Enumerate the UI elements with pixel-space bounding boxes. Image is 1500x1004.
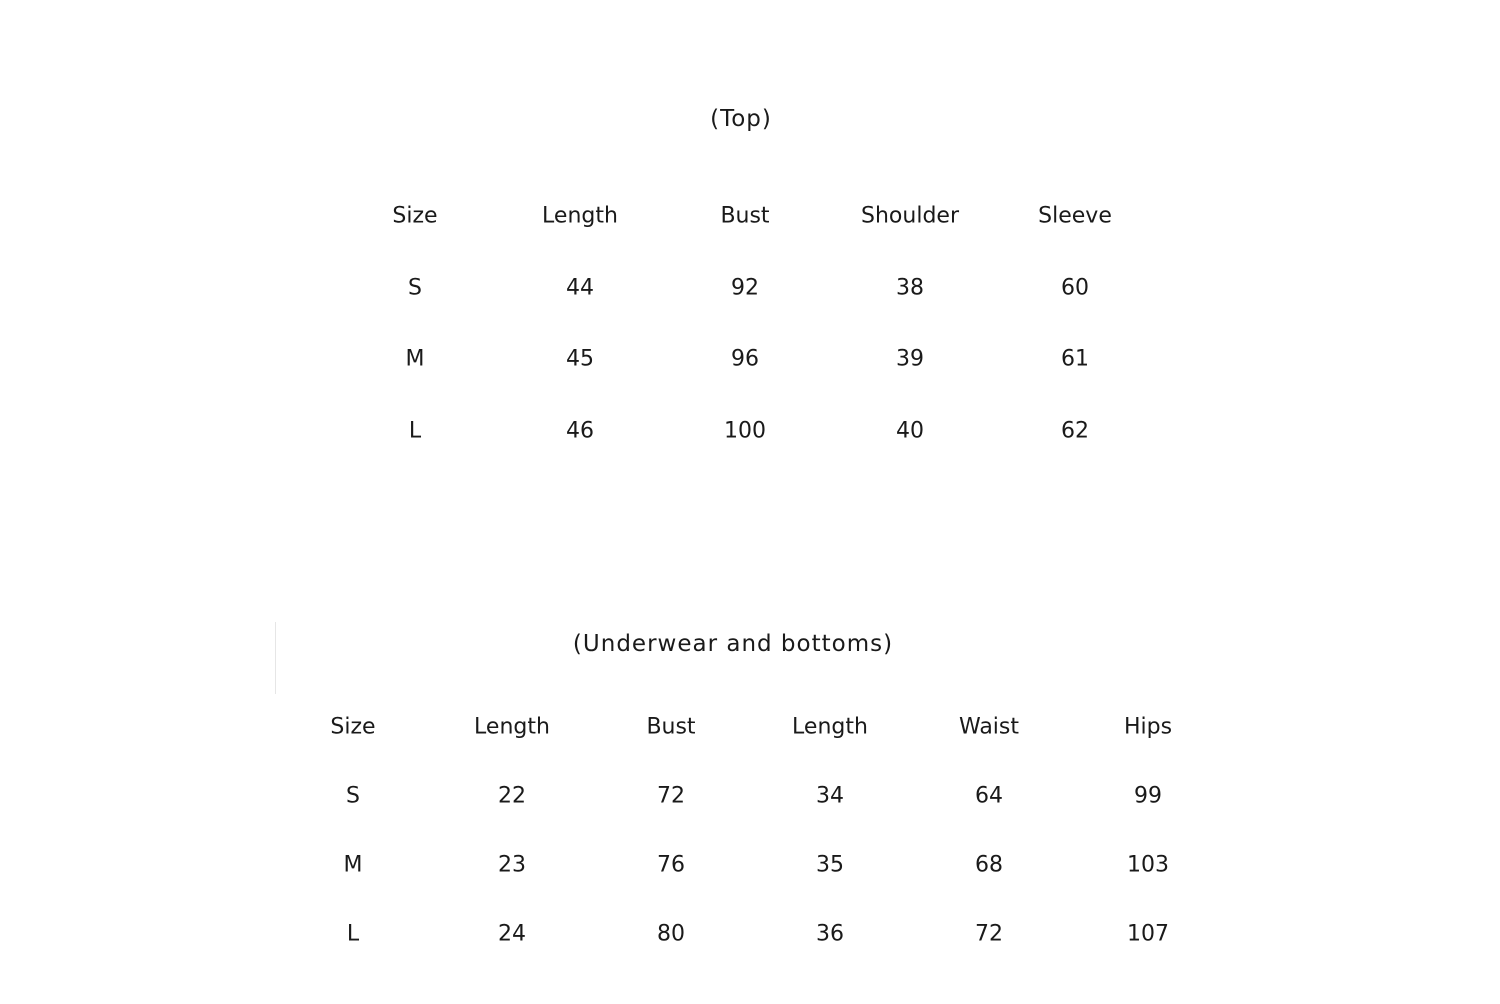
bottoms-header-cell: Waist (958, 714, 1020, 740)
top-table-cell: 45 (566, 346, 594, 372)
bottoms-table-cell: 35 (816, 852, 844, 878)
bottoms-table-cell: 76 (657, 852, 685, 878)
top-table-cell: 96 (731, 346, 759, 372)
top-table-cell: 62 (1061, 418, 1089, 444)
bottoms-size-label: S (346, 783, 360, 809)
top-table-cell: 38 (896, 275, 924, 301)
divider-line (275, 622, 276, 694)
bottoms-header-cell: Size (330, 714, 376, 740)
bottoms-table-cell: 68 (975, 852, 1003, 878)
top-header-cell: Shoulder (861, 203, 959, 229)
bottoms-table-cell: 22 (498, 783, 526, 809)
top-chart-title: (Top) (710, 106, 772, 132)
top-header-cell: Bust (720, 203, 770, 229)
bottoms-table-cell: 99 (1134, 783, 1162, 809)
bottoms-table-cell: 72 (657, 783, 685, 809)
bottoms-header-cell: Hips (1123, 714, 1173, 740)
bottoms-table-cell: 36 (816, 921, 844, 947)
bottoms-header-cell: Length (474, 714, 550, 740)
top-table-cell: 44 (566, 275, 594, 301)
top-table-cell: 61 (1061, 346, 1089, 372)
bottoms-size-label: L (346, 921, 360, 947)
top-header-cell: Length (542, 203, 618, 229)
bottoms-size-label: M (343, 852, 363, 878)
top-size-label: L (408, 418, 422, 444)
bottoms-header-cell: Length (792, 714, 868, 740)
top-table-cell: 39 (896, 346, 924, 372)
bottoms-table-cell: 103 (1127, 852, 1169, 878)
top-size-label: M (405, 346, 425, 372)
top-table-cell: 100 (724, 418, 766, 444)
top-table-cell: 40 (896, 418, 924, 444)
top-header-cell: Sleeve (1038, 203, 1112, 229)
bottoms-chart-title: (Underwear and bottoms) (572, 631, 894, 657)
bottoms-table-cell: 23 (498, 852, 526, 878)
bottoms-header-cell: Bust (646, 714, 696, 740)
bottoms-table-cell: 24 (498, 921, 526, 947)
top-header-cell: Size (392, 203, 438, 229)
bottoms-table-cell: 72 (975, 921, 1003, 947)
top-size-label: S (408, 275, 422, 301)
top-table-cell: 46 (566, 418, 594, 444)
bottoms-table-cell: 107 (1127, 921, 1169, 947)
bottoms-table-cell: 34 (816, 783, 844, 809)
top-table-cell: 60 (1061, 275, 1089, 301)
bottoms-table-cell: 80 (657, 921, 685, 947)
top-table-cell: 92 (731, 275, 759, 301)
bottoms-table-cell: 64 (975, 783, 1003, 809)
